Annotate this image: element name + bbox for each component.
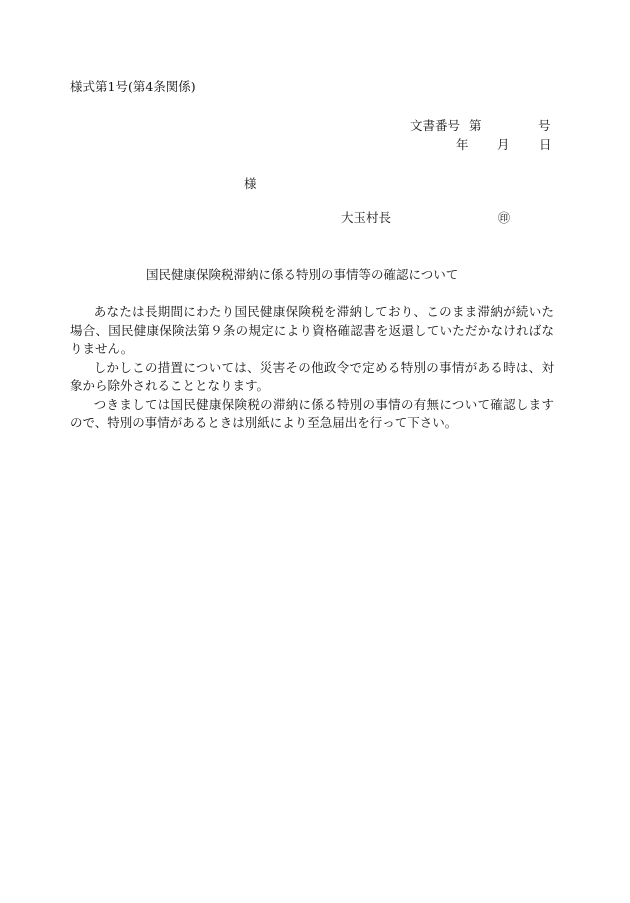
date-day-label: 日	[539, 137, 552, 152]
recipient-honorific: 様	[244, 176, 257, 191]
body-paragraph: しかしこの措置については、災害その他政令で定める特別の事情がある時は、対象から除外されることとなります。	[70, 359, 554, 393]
document-number-suffix: 号	[538, 118, 551, 133]
document-title: 国民健康保険税滞納に係る特別の事情等の確認について	[146, 267, 459, 282]
seal-mark-icon: ㊞	[498, 211, 511, 225]
body-paragraph: あなたは長期間にわたり国民健康保険税を滞納しており、このまま滞納が続いた場合、国民健康保険法第９条の規定により資格確認書を返還していただかなければなりません。	[70, 304, 554, 356]
date-year-label: 年	[456, 137, 469, 152]
date-month-label: 月	[497, 137, 510, 152]
document-number-prefix: 第	[469, 118, 482, 133]
sender-name: 大玉村長	[341, 210, 392, 225]
body-paragraph: つきましては国民健康保険税の滞納に係る特別の事情の有無について確認しますので、特別の事情があるときは別紙により至急届出を行って下さい。	[70, 396, 554, 430]
body-text	[70, 303, 554, 433]
form-number: 様式第1号(第4条関係)	[70, 79, 196, 94]
document-number-label: 文書番号	[410, 118, 461, 133]
